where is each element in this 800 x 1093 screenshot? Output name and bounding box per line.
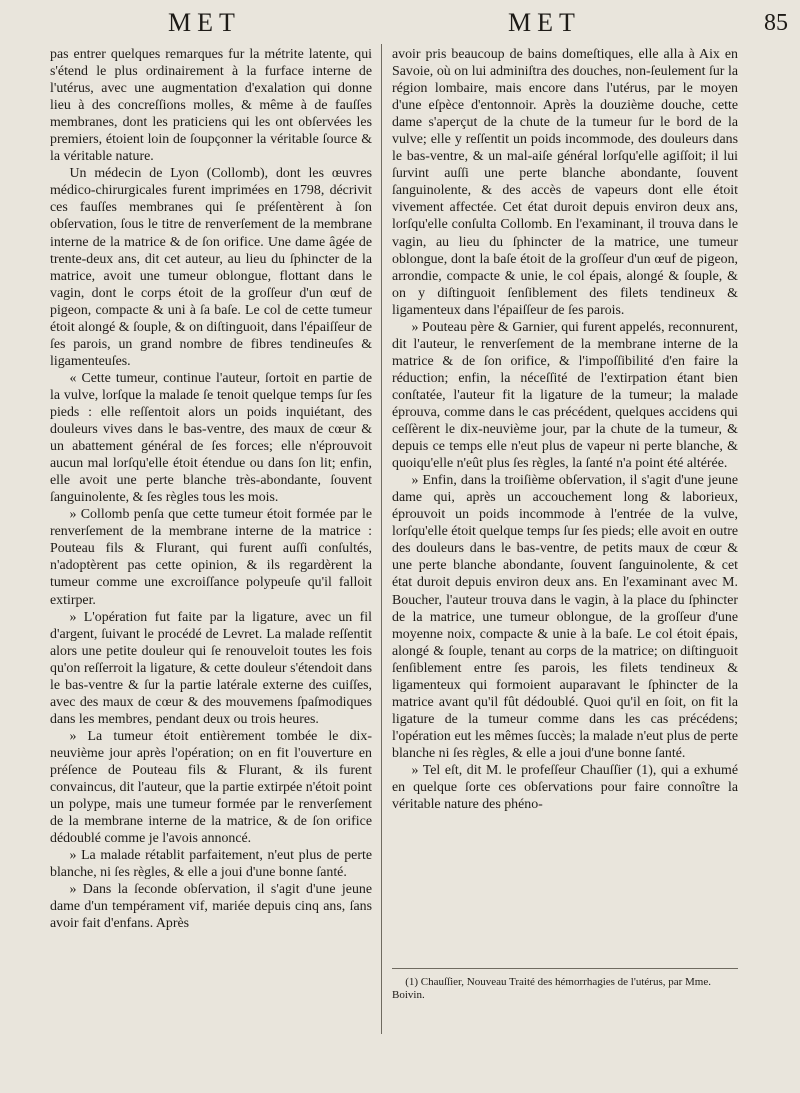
paragraph: » L'opération fut faite par la ligature, avec un fil d'argent, ſuivant le procédé de Levret. La malade reſſentit alors une petite douleur qui ſe renouveloit toutes les fois qu'on reſſerroit la ligature, & cette douleur s'étendoit dans le bas-ventre & ſur la partie latérale externe des cuiſſes, avec des maux de cœur & des mouvemens ſpaſmodiques dans les membres, pendant deux ou trois heures. xyxy=(50,609,372,727)
column-divider xyxy=(381,44,382,1034)
paragraph: pas entrer quelques remarques fur la métrite latente, qui s'étend le plus ordinairement à la furface interne de l'utérus, avec une augmentation d'exalation qui donne lieu à des concreſſions molles, & même à de fauſſes membranes, dont les praticiens qui les ont obſervées les premiers, étoient loin de ſoupçonner la véritable ſource & la véritable nature. xyxy=(50,47,372,165)
running-head-left: MET xyxy=(168,8,241,37)
paragraph: » La malade rétablit parfaitement, n'eut plus de perte blanche, ni ſes règles, & elle a joui d'une bonne ſanté. xyxy=(50,848,372,881)
paragraph: » Dans la ſeconde obſervation, il s'agit d'une jeune dame d'un tempérament vif, mariée depuis cinq ans, ſans avoir fait d'enfans. Après xyxy=(50,882,372,932)
page-number: 85 xyxy=(764,10,788,36)
paragraph: » Tel eſt, dit M. le profeſſeur Chauſſier (1), qui a exhumé en quelque ſorte ces obſervations pour faire connoître la véritable nature des phéno- xyxy=(392,762,738,813)
paragraph: Un médecin de Lyon (Collomb), dont les œuvres médico-chirurgicales furent imprimées en 1798, décrivit ces fauſſes membranes qui ſe préſentèrent à ſon obſervation, ſous le titre de renverſement de la membrane interne de la matrice & de ſon orifice. Une dame âgée de trente-deux ans, dit cet auteur, au lieu du ſphincter de la matrice, avoit une tumeur oblongue, flottant dans le vagin, dont le corps étoit de la groſſeur d'un œuf de pigeon, compacte & uni à ſa baſe. Le col de cette tumeur étoit alongé & ſouple, & on diſtinguoit, dans l'épaiſſeur de ſes parois, un grand nombre de fibres tendineuſes & ligamenteuſes. xyxy=(50,166,372,369)
left-column xyxy=(50,46,372,932)
footnote-rule xyxy=(392,968,738,969)
paragraph: » Collomb penſa que cette tumeur étoit formée par le renverſement de la membrane interne de la matrice : Pouteau fils & Flurant, qui furent auſſi conſultés, n'adoptèrent pas cette opinion, & ils regardèrent la tumeur comme une excroiſſance polypeuſe qu'il falloit extirper. xyxy=(50,507,372,608)
paragraph: » La tumeur étoit entièrement tombée le dix-neuvième jour après l'opération; on en fit l'ouverture en préſence de Pouteau fils & Flurant, & ils furent convaincus, dit l'auteur, que la partie extirpée n'étoit point un polype, mais une tumeur formée par le renverſement de la membrane interne de la matrice, & de ſon orifice dédoublé comme je l'avois annoncé. xyxy=(50,728,372,847)
running-head-right: MET xyxy=(508,8,581,37)
footnote: (1) Chauſſier, Nouveau Traité des hémorrhagies de l'utérus, par Mme. Boivin. xyxy=(392,976,711,1001)
paragraph: » Pouteau père & Garnier, qui furent appelés, reconnurent, dit l'auteur, le renverſement de la membrane interne de la matrice & de ſon orifice, & l'impoſſibilité d'en faire la réduction; enfin, la néceſſité de l'extirpation étant bien conſtatée, l'auteur fit la ligature de la tumeur; la malade éprouva, comme dans le cas précédent, quelques accidens qui ceſſèrent le dix-neuvième jour, par la chute de la tumeur, & depuis ce temps elle n'eut plus de vapeur ni perte blanche, & quoiqu'elle n'eût plus ſes règles, la ſanté n'a point été altérée. xyxy=(392,319,738,472)
paragraph: avoir pris beaucoup de bains domeſtiques, elle alla à Aix en Savoie, où on lui adminiſtra des douches, non-ſeulement ſur la région lombaire, mais encore dans l'utérus, par le moyen d'une eſpèce d'entonnoir. Après la douzième douche, cette dame s'aperçut de la chute de la tumeur ſur le bord de la vulve; elle y reſſentit un poids incommode, des douleurs dans le bas-ventre, & un mal-aiſe général lorſqu'elle agiſſoit; il lui ſurvint auſſi une perte blanche abondante, ſouvent ſanguinolente, & des accès de vapeurs dont elle étoit vivement affectée. Cet état duroit depuis environ deux ans, lorſqu'elle conſulta Collomb. En l'examinant, il trouva dans le vagin, au lieu du ſphincter de la matrice, une tumeur oblongue, dont la baſe étoit de la groſſeur d'un œuf de pigeon, arrondie, compacte & unie, le col épais, alongé & ſouple, & on y diſtinguoit ſenſiblement des filets tendineux & ligamenteux dans l'épaiſſeur de ſes parois. xyxy=(392,47,738,318)
paragraph: « Cette tumeur, continue l'auteur, ſortoit en partie de la vulve, lorſque la malade ſe tenoit quelque temps ſur ſes pieds : elle reſſentoit alors un poids inquiétant, des douleurs vives dans le bas-ventre, des maux de cœur & un abattement général de ſes forces; elle n'éprouvoit aucun mal lorſqu'elle étoit étendue ou dans ſon lit; enfin, elle avoit une perte blanche très-abondante, ſouvent ſanguinolente, & ſes règles tous les mois. xyxy=(50,370,372,506)
right-column xyxy=(392,46,738,813)
paragraph: » Enfin, dans la troiſième obſervation, il s'agit d'une jeune dame qui, après un accouchement long & laborieux, éprouvoit un poids incommode à l'entrée de la vulve, lorſqu'elle étoit quelque temps ſur ſes pieds; elle avoit en outre des douleurs dans le bas-ventre, de petits maux de cœur & une perte blanche abondante, ſouvent ſanguinolente, & cet état duroit depuis environ deux ans. En l'examinant avec M. Boucher, l'auteur trouva dans le vagin, à la place du ſphincter de la matrice, une tumeur oblongue, de la groſſeur d'une moyenne noix, compacte & unie à la baſe. Le col étoit épais, alongé & ſouple, tenant au corps de la matrice; on diſtinguoit ſenſiblement entre ſes parois, les filets tendineux & ligamenteux qui formoient auparavant le ſphincter de la matrice avant qu'il fût dédoublé. Quoi qu'il en ſoit, on fit la ligature de la tumeur comme dans les cas précédens; l'opération eut les mêmes ſuccès; la malade n'eut plus de perte blanche ni ſes règles, & elle a joui d'une bonne ſanté. xyxy=(392,473,738,761)
